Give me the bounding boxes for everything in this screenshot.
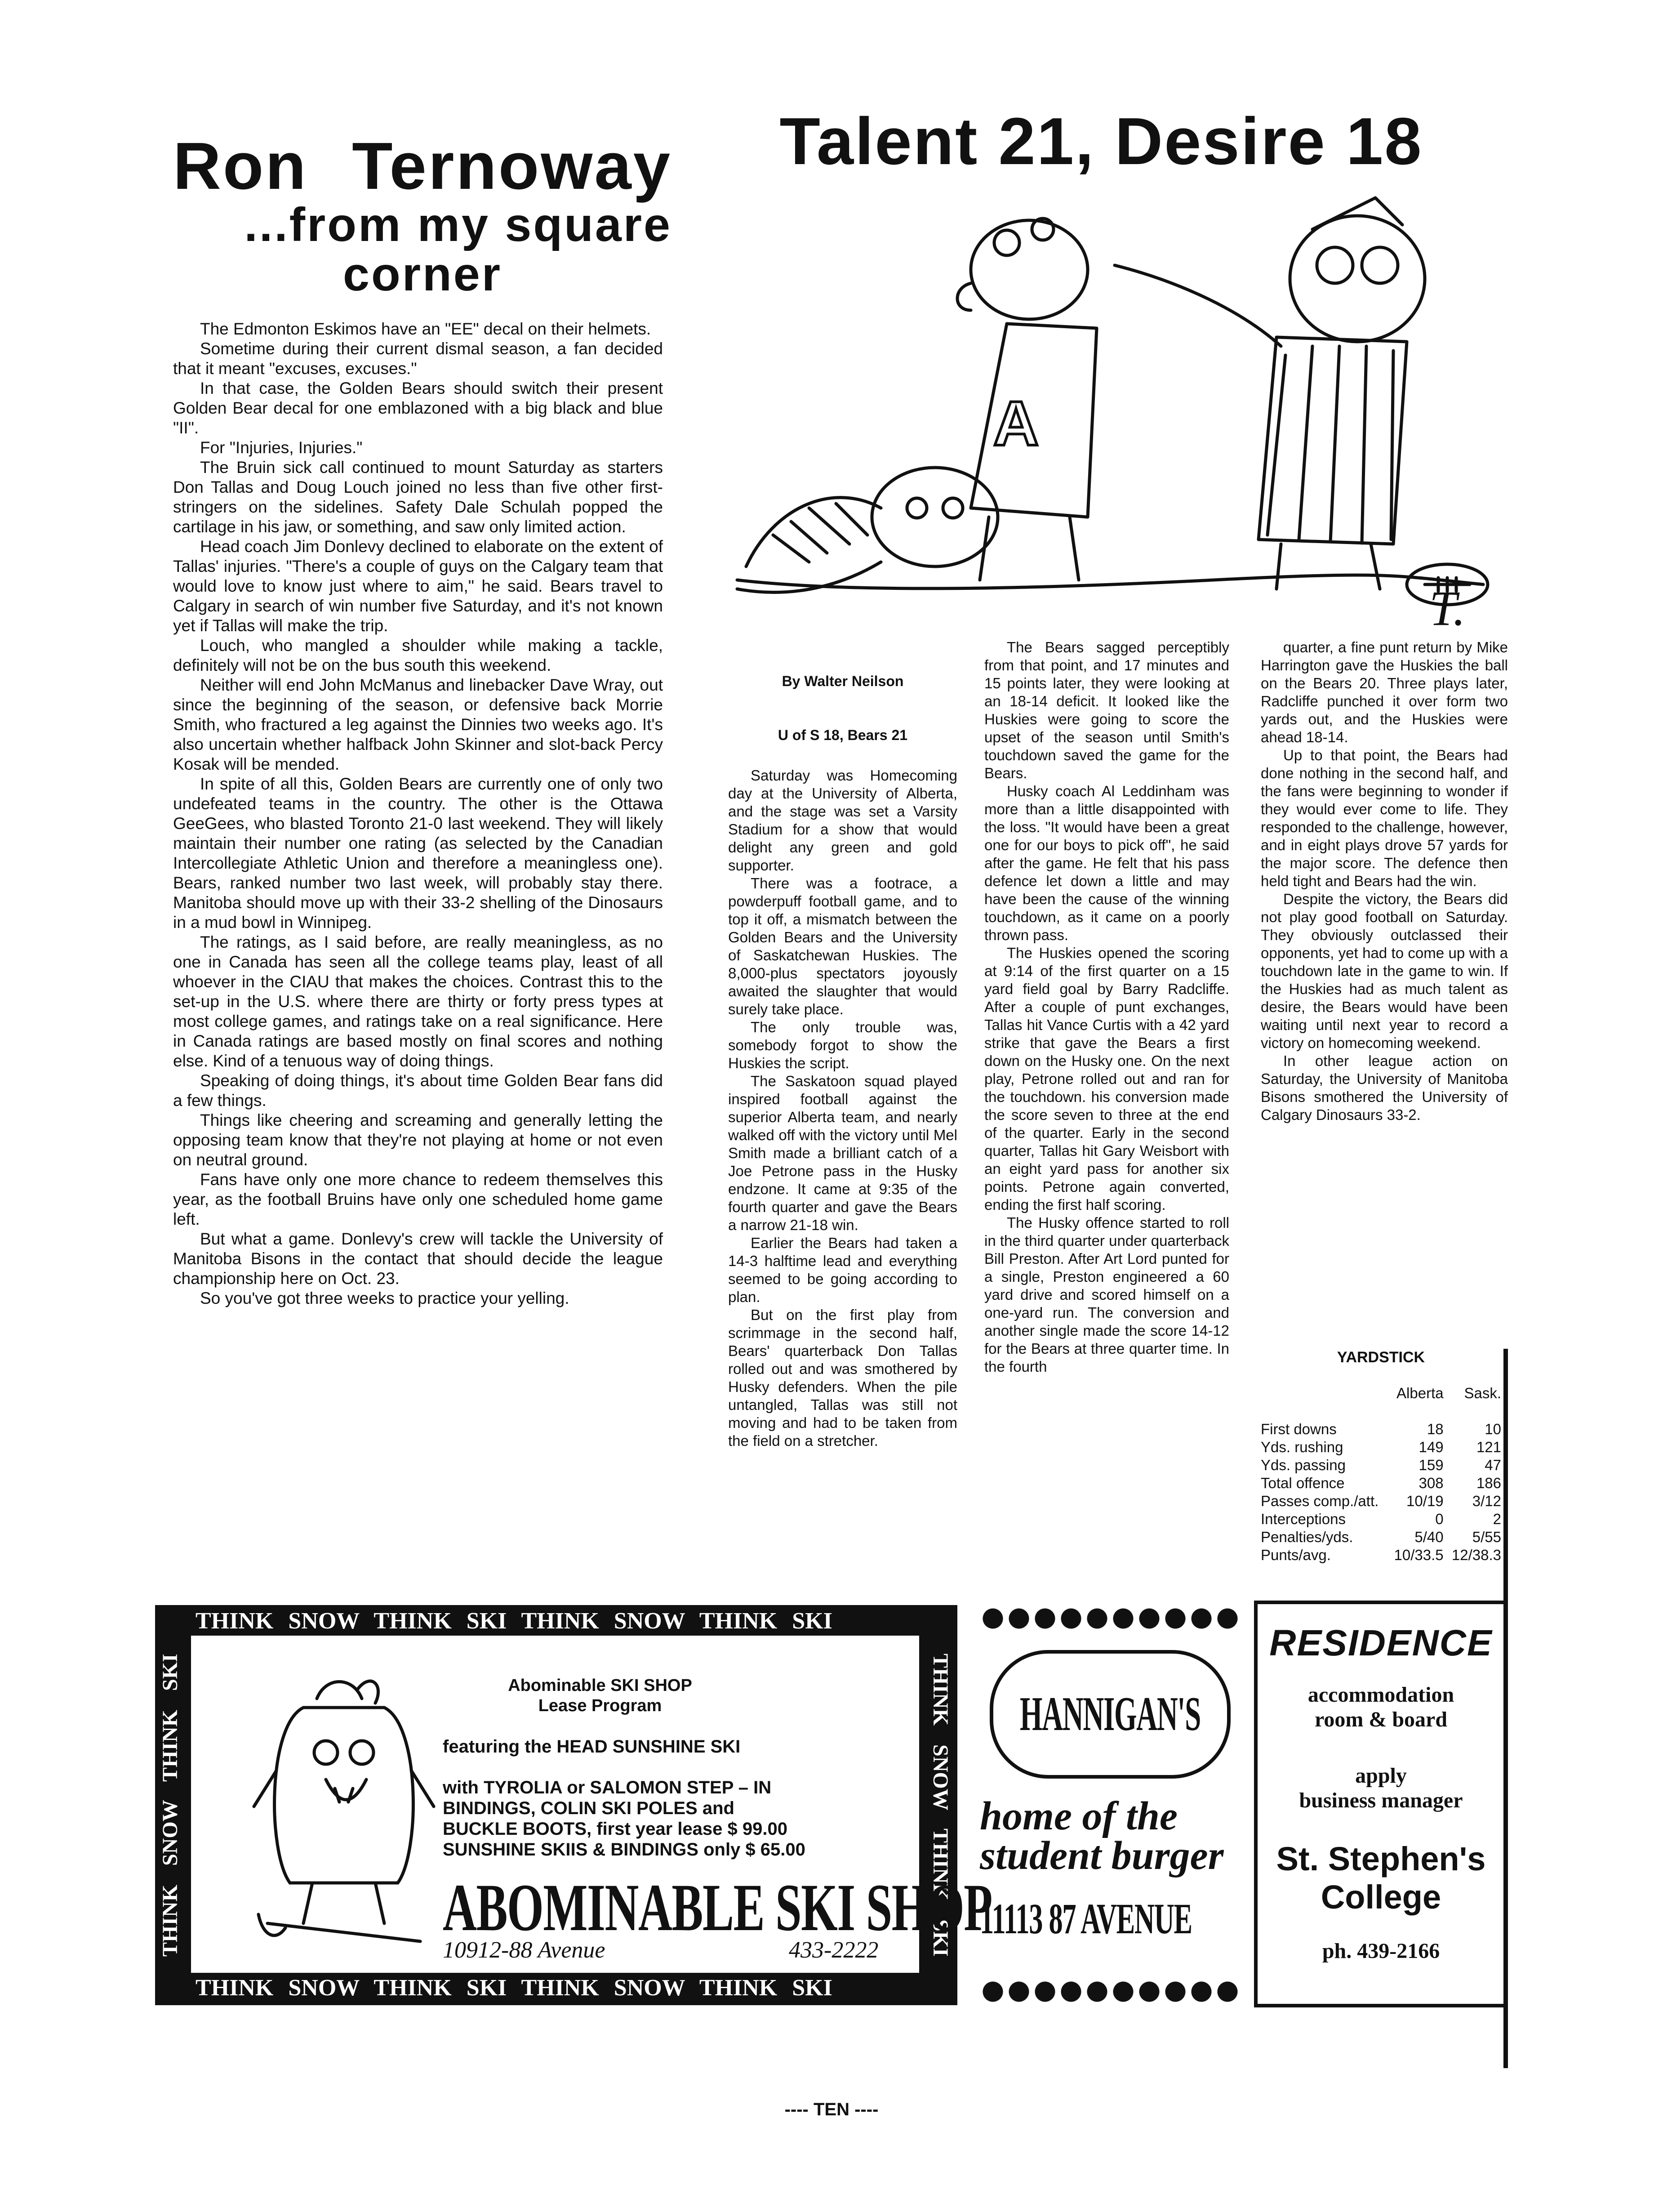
residence-line4: business manager bbox=[1299, 1788, 1463, 1812]
ski-shop-name: ABOMINABLE SKI SHOP bbox=[443, 1870, 992, 1945]
ski-ad-detail: BUCKLE BOOTS, first year lease $ 99.00 bbox=[443, 1819, 787, 1839]
abominable-snowman-icon bbox=[249, 1672, 438, 1955]
column-paragraph: Neither will end John McManus and linebacker Dave Wray, out since the beginning of the season, or defensive back Morrie Smith, who fractured a leg against the Dinnies two weeks ago. It's also uncertain whether halfback John Skinner and slot-back Percy Kosak will be mended. bbox=[173, 676, 663, 773]
column-author-title: Ron Ternoway bbox=[173, 129, 672, 203]
column-paragraph: Speaking of doing things, it's about time Golden Bear fans did a few things. bbox=[173, 1071, 663, 1110]
column-header bbox=[173, 129, 672, 301]
column-paragraph: The Edmonton Eskimos have an "EE" decal on their helmets. bbox=[200, 320, 651, 338]
cartoon-signature: T. bbox=[1429, 581, 1466, 634]
cartoon-illustration bbox=[719, 193, 1510, 634]
story-paragraph: The Husky offence started to roll in the third quarter under quarterback Bill Preston. After Art Lord punted for a single, Preston engineered a 60 yard drive and scored himself on a one-yard run. The conversion and another single made the score 14-12 for the Bears at three quarter time. In the fourth bbox=[984, 1214, 1229, 1375]
husky-body bbox=[737, 498, 881, 593]
yardstick-table bbox=[1261, 1384, 1501, 1564]
husky-eye-left bbox=[907, 498, 927, 518]
story-paragraph: Saturday was Homecoming day at the University of Alberta, and the stage was set a Varsity Stadium for a show that would delight any green and gold supporter. bbox=[728, 767, 957, 874]
residence-college1: St. Stephen's bbox=[1276, 1840, 1486, 1878]
ski-ad-detail: BINDINGS, COLIN SKI POLES and bbox=[443, 1798, 734, 1818]
ski-ad-featuring: featuring the HEAD SUNSHINE SKI bbox=[443, 1737, 741, 1757]
ski-border-left: THINK SNOW THINK SKI bbox=[158, 1654, 182, 1957]
bear-nose bbox=[957, 283, 971, 310]
column-paragraph: Fans have only one more chance to redeem themselves this year, as the football Bruins have only one scheduled home game left. bbox=[173, 1170, 663, 1228]
column-paragraph: Sometime during their current dismal season, a fan decided that it meant "excuses, excuses." bbox=[173, 339, 663, 378]
hannigan-address: 11113 87 AVENUE bbox=[980, 1895, 1192, 1943]
column-paragraph: Head coach Jim Donlevy declined to elaborate on the extent of Tallas' injuries. "There's a couple of guys on the Calgary team that would love to know just where to aim," he said. Bears travel to Calgary in search of win number five Saturday, and it's not known yet if Tallas will make the trip. bbox=[173, 537, 663, 635]
story-paragraph: The Bears sagged perceptibly from that point, and 17 minutes and 15 points later, they were looking at an 18-14 deficit. It looked like the Huskies were going to score the upset of the season until Smith's touchdown saved the game for the Bears. bbox=[984, 639, 1229, 781]
ski-border-top: THINK SNOW THINK SKI THINK SNOW THINK SKI bbox=[196, 1608, 832, 1634]
hannigan-tagline: home of the student burger bbox=[980, 1794, 1224, 1878]
column-subtitle-line2: corner bbox=[343, 248, 502, 301]
table-row: Passes comp./att. 10/19 3/12 bbox=[1261, 1493, 1501, 1509]
ski-border-right: THINK SNOW THINK SKI bbox=[929, 1654, 952, 1957]
referee-head bbox=[1290, 216, 1425, 342]
column-paragraph: Louch, who mangled a shoulder while making a tackle, definitely will not be on the bus south this weekend. bbox=[173, 636, 663, 674]
hannigan-dots-bottom bbox=[980, 1974, 1241, 2010]
yardstick-col-a: Alberta bbox=[1396, 1385, 1444, 1401]
column-paragraph: Things like cheering and screaming and generally letting the opposing team know that they're not playing at home or not even on neutral ground. bbox=[173, 1111, 663, 1169]
yardstick-title: YARDSTICK bbox=[1337, 1349, 1425, 1366]
cartoon bbox=[719, 193, 1510, 634]
jersey-letter: A bbox=[993, 388, 1039, 459]
residence-phone: ph. 439-2166 bbox=[1322, 1939, 1440, 1963]
table-row: Yds. passing 159 47 bbox=[1261, 1457, 1501, 1473]
story-paragraph: The only trouble was, somebody forgot to show the Huskies the script. bbox=[728, 1019, 957, 1071]
husky-head bbox=[872, 468, 998, 566]
table-row: Total offence 308 186 bbox=[1261, 1475, 1501, 1491]
story-headline: Talent 21, Desire 18 bbox=[779, 104, 1423, 178]
residence-ad bbox=[1254, 1601, 1508, 2007]
story-paragraph: The Huskies opened the scoring at 9:14 of the first quarter on a 15 yard field goal by Barry Radcliffe. After a couple of punt exchanges, Tallas hit Vance Curtis with a 42 yard strike that gave the Bears a first down on the Husky one. On the next play, Petrone rolled out and ran for the touchdown. his conversion made the score seven to three at the end of the quarter. Early in the second quarter, Tallas hit Gary Weisbort with an eight yard pass for another six points. Petrone again converted, ending the first half scoring. bbox=[984, 945, 1229, 1213]
residence-title: RESIDENCE bbox=[1269, 1623, 1493, 1663]
story-paragraph: Despite the victory, the Bears did not play good football on Saturday. They obviously outclassed their opponents, yet had to come up with a touchdown late in the game to win. If the Huskies had as much talent as desire, the Bears would have been waiting until next year to record a victory on homecoming weekend. bbox=[1261, 891, 1508, 1051]
column-paragraph: In that case, the Golden Bears should switch their present Golden Bear decal for one emblazoned with a big black and blue "II". bbox=[173, 379, 663, 437]
hannigan-ad bbox=[980, 1601, 1241, 2010]
ski-border-bottom: THINK SNOW THINK SKI THINK SNOW THINK SKI bbox=[196, 1975, 832, 2001]
story-paragraph: There was a footrace, a powderpuff football game, and to top it off, a mismatch between the Golden Bears and the University of Saskatchewan Huskies. The 8,000-plus spectators joyously awaited the slaughter that would surely take place. bbox=[728, 875, 957, 1017]
page-edge-rule bbox=[1503, 1349, 1508, 2068]
bear-head bbox=[971, 220, 1088, 319]
story-paragraph: Earlier the Bears had taken a 14-3 halftime lead and everything seemed to be going according to plan. bbox=[728, 1235, 957, 1305]
husky-eye-right bbox=[943, 498, 963, 518]
story-paragraph: In other league action on Saturday, the University of Manitoba Bisons smothered the University of Calgary Dinosaurs 33-2. bbox=[1261, 1052, 1508, 1123]
page-number: ---- TEN ---- bbox=[784, 2100, 879, 2119]
column-paragraph: For "Injuries, Injuries." bbox=[200, 438, 363, 457]
referee-eye-left bbox=[1317, 247, 1353, 283]
byline: By Walter Neilson bbox=[782, 673, 904, 689]
story-paragraph: Up to that point, the Bears had done nothing in the second half, and the fans were beginning to wonder if they would ever come to life. They responded to the challenge, however, and in eight plays drove 57 yards for the major score. The defence then held tight and Bears had the win. bbox=[1261, 747, 1508, 889]
story-col-1 bbox=[728, 663, 957, 1450]
table-row: Yds. rushing 149 121 bbox=[1261, 1439, 1501, 1455]
referee-eye-right bbox=[1362, 247, 1398, 283]
ski-ad-details bbox=[443, 1777, 892, 1860]
table-row: Penalties/yds. 5/40 5/55 bbox=[1261, 1529, 1501, 1545]
residence-college2: College bbox=[1321, 1878, 1441, 1916]
bear-eye-left bbox=[994, 230, 1019, 255]
yardstick bbox=[1261, 1349, 1501, 1564]
hannigan-name: HANNIGAN'S bbox=[1019, 1687, 1201, 1741]
story-paragraph: But on the first play from scrimmage in the second half, Bears' quarterback Don Tallas rolled out and was smothered by Husky defenders. When the pile untangled, Tallas was still not moving and had to be taken from the field on a stretcher. bbox=[728, 1307, 957, 1449]
column-paragraph: The Bruin sick call continued to mount Saturday as starters Don Tallas and Doug Louch joined no less than five other first-stringers on the sidelines. Safety Dale Schulah popped the cartilage in his jaw, or something, and saw only limited action. bbox=[173, 458, 663, 536]
yardstick-col-b: Sask. bbox=[1464, 1385, 1501, 1401]
story-paragraph: quarter, a fine punt return by Mike Harrington gave the Huskies the ball on the Bears 20. Three plays later, Radcliffe punched it over form two yards out, and the Huskies were ahead 18-14. bbox=[1261, 639, 1508, 745]
hannigan-dots-top bbox=[980, 1601, 1241, 1637]
story-paragraph: The Saskatoon squad played inspired football against the superior Alberta team, and nearly walked off with the victory until Mel Smith made a brilliant catch of a Joe Petrone pass in the Husky endzone. It came at 9:35 of the fourth quarter and gave the Bears a narrow 21-18 win. bbox=[728, 1073, 957, 1233]
table-row: Punts/avg. 10/33.5 12/38.3 bbox=[1261, 1547, 1501, 1563]
hannigan-logo bbox=[990, 1650, 1231, 1779]
ski-ad-line1: Abominable SKI SHOP bbox=[508, 1676, 692, 1695]
referee-arm bbox=[1115, 265, 1281, 346]
ski-ad-detail: with TYROLIA or SALOMON STEP – IN bbox=[443, 1778, 772, 1797]
column-paragraph: The ratings, as I said before, are really meaningless, as no one in Canada has seen all the college teams play, least of all whoever in the CIAU that makes the choices. Contrast this to the set-up in the U.S. where there are thirty or forty press types at most college games, and ratings take on a real significance. Here in Canada ratings are based mostly on final scores and nothing else. Kind of a tenuous way of doing things. bbox=[173, 933, 663, 1070]
column-subtitle-line1: ...from my square bbox=[244, 198, 672, 251]
ski-ad bbox=[155, 1605, 992, 2005]
ski-shop-phone: 433-2222 bbox=[789, 1937, 879, 1963]
column-paragraph: In spite of all this, Golden Bears are currently one of only two undefeated teams in the country. The other is the Ottawa GeeGees, who blasted Toronto 21-0 last weekend. They will likely maintain their number one rating (as selected by the Canadian Intercollegiate Athletic Union and therefore a meaningless one). Bears, ranked number two last week, will probably stay there. Manitoba should move up with their 33-2 shelling of the Dinosaurs in a mud bowl in Winnipeg. bbox=[173, 775, 663, 932]
column-paragraph: But what a game. Donlevy's crew will tackle the University of Manitoba Bisons in the contact that should decide the league championship here on Oct. 23. bbox=[173, 1230, 663, 1288]
column-body bbox=[173, 319, 663, 1308]
referee-legs bbox=[1276, 544, 1380, 589]
bear-leg-left bbox=[980, 517, 1079, 580]
table-row: Interceptions 0 2 bbox=[1261, 1511, 1501, 1527]
story-col-2 bbox=[984, 638, 1229, 1376]
residence-line3: apply bbox=[1355, 1764, 1407, 1788]
ski-shop-address: 10912-88 Avenue bbox=[443, 1937, 605, 1963]
husky-bandages bbox=[773, 504, 867, 562]
column-paragraph: So you've got three weeks to practice your yelling. bbox=[200, 1289, 569, 1307]
ski-ad-line2: Lease Program bbox=[538, 1696, 662, 1715]
table-row bbox=[1261, 1384, 1501, 1402]
scoreline: U of S 18, Bears 21 bbox=[778, 727, 908, 743]
residence-line2: room & board bbox=[1314, 1708, 1448, 1731]
referee-stripes bbox=[1267, 346, 1393, 543]
residence-line1: accommodation bbox=[1307, 1683, 1454, 1707]
story-col-3 bbox=[1261, 638, 1508, 1124]
story-paragraph: Husky coach Al Leddinham was more than a little disappointed with the loss. "It would have been a great one for our boys to pick off", he said after the game. He felt that his pass defence let down a little and may have been the cause of the winning touchdown, as it came on a poorly thrown pass. bbox=[984, 783, 1229, 943]
ski-ad-detail: SUNSHINE SKIIS & BINDINGS only $ 65.00 bbox=[443, 1840, 805, 1860]
table-row: First downs 18 10 bbox=[1261, 1421, 1501, 1437]
